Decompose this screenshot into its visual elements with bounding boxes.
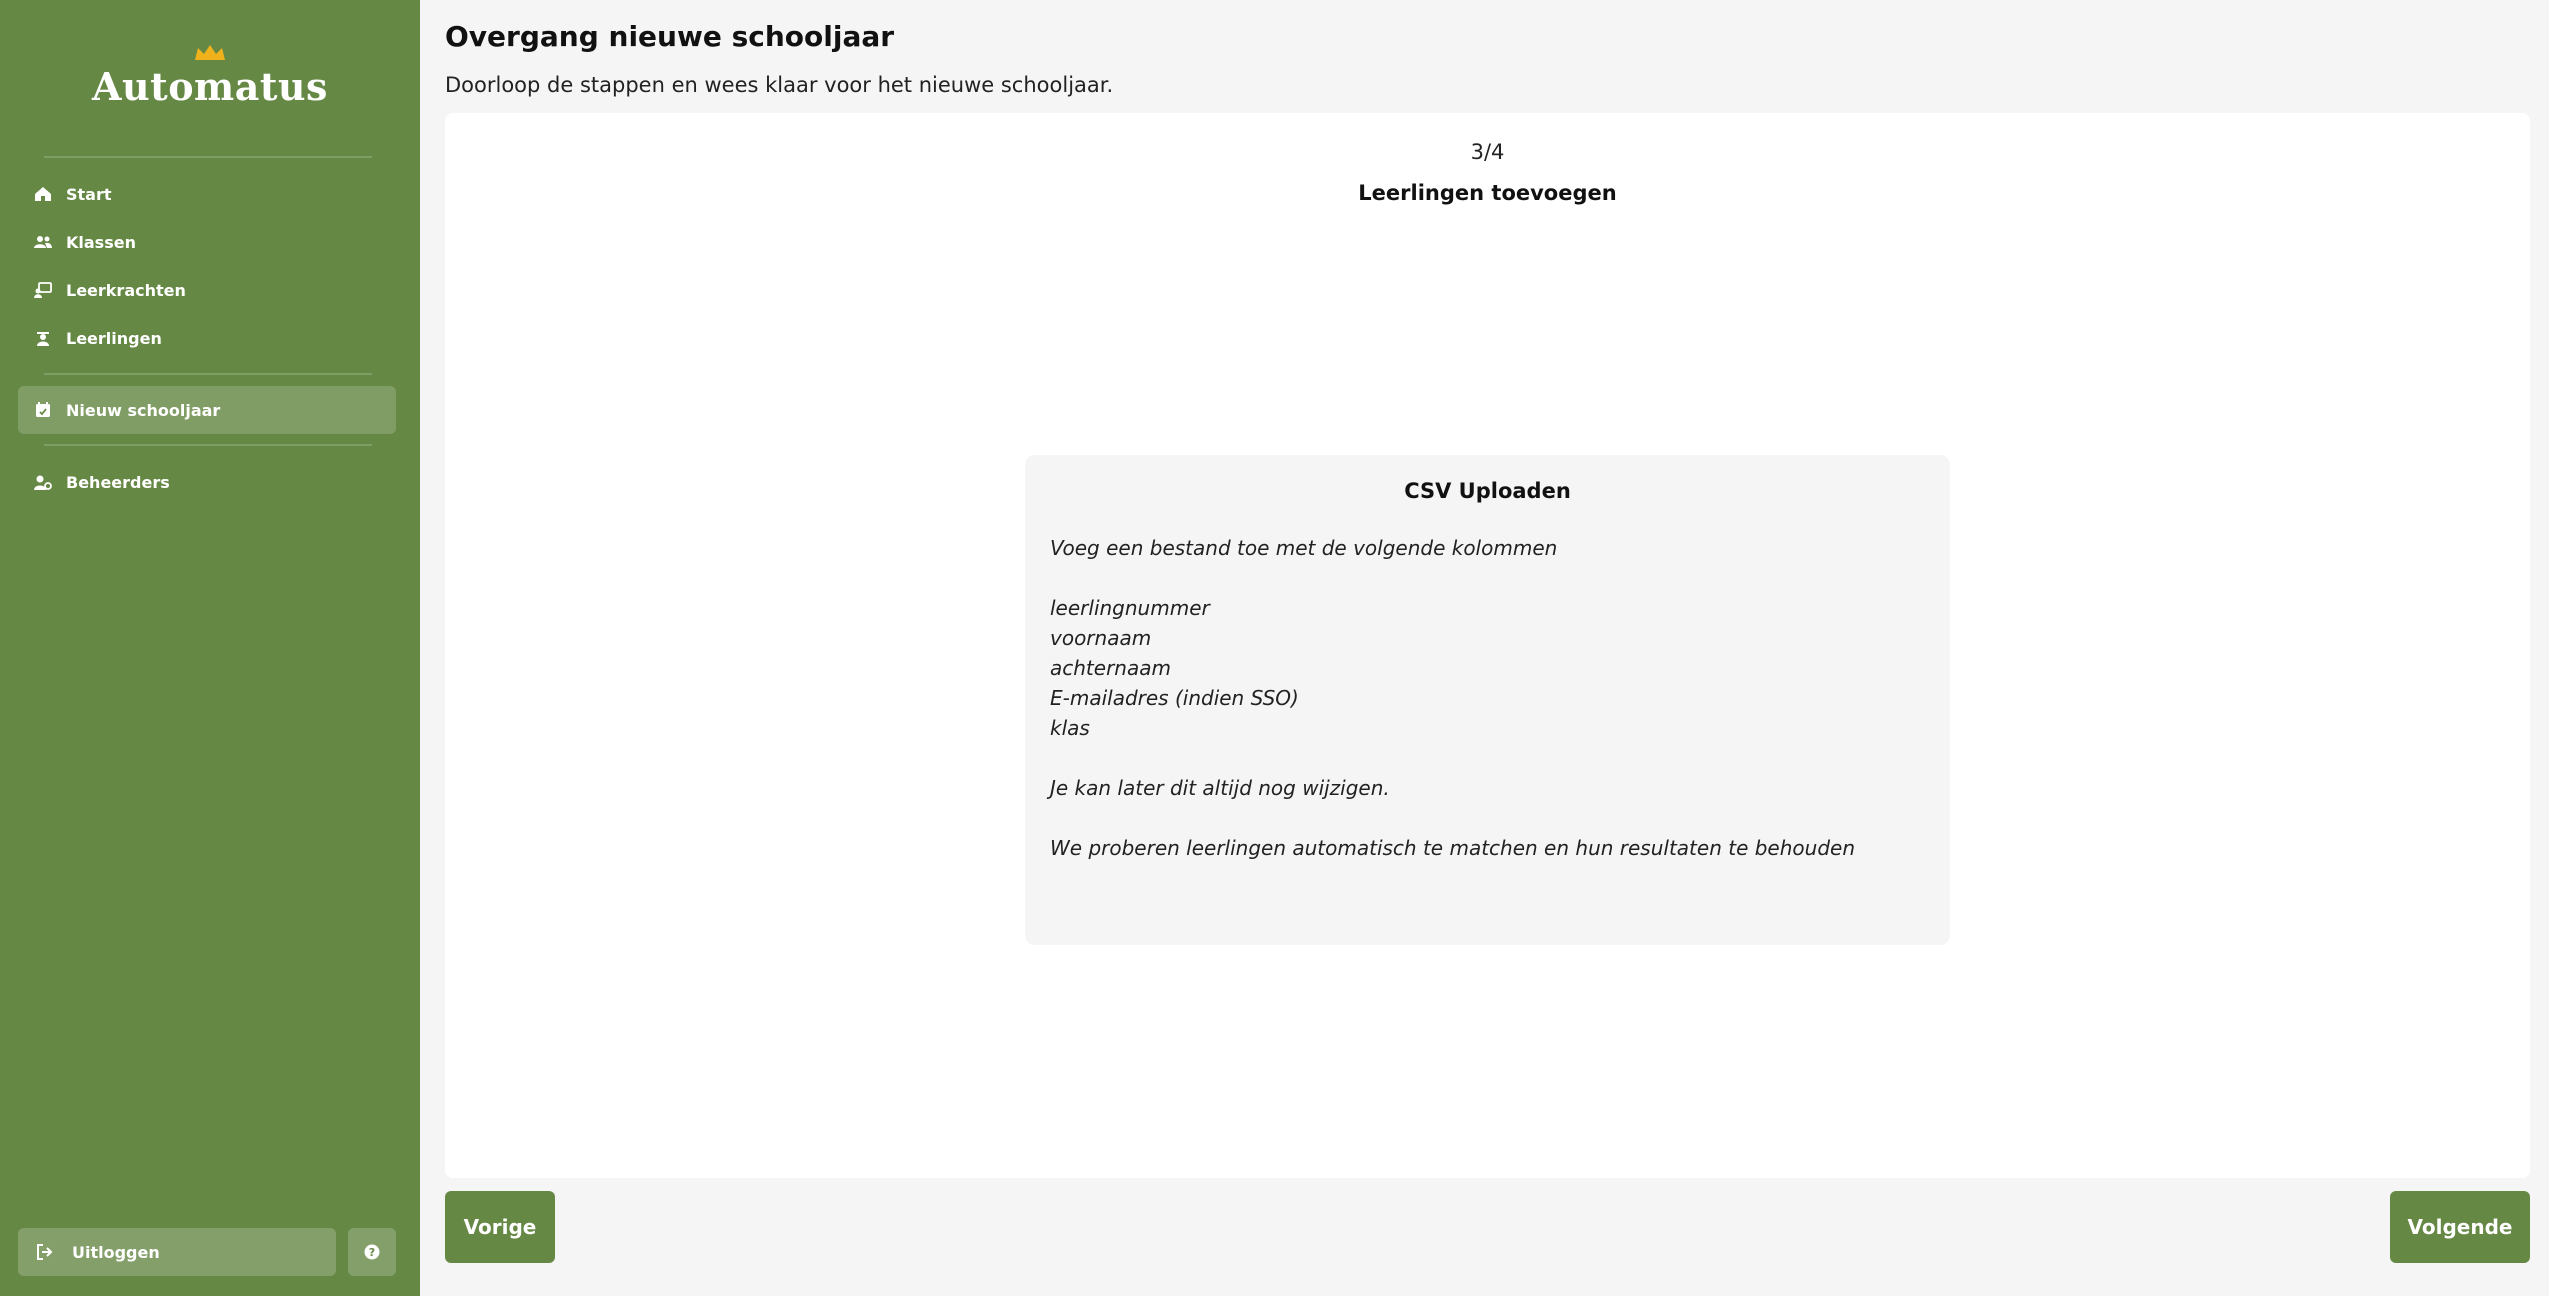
page-title: Overgang nieuwe schooljaar [445,20,895,53]
sidebar-item-label: Klassen [66,232,136,252]
upload-match-note: We proberen leerlingen automatisch te matchen en hun resultaten te behouden [1050,836,1855,860]
column-name: voornaam [1050,626,1152,650]
next-button[interactable]: Volgende [2390,1191,2530,1263]
crown-icon [193,44,227,62]
users-icon [34,233,52,251]
logo [0,44,420,109]
student-icon [34,329,52,347]
column-name: E-mailadres (indien SSO) [1050,686,1299,710]
column-name: achternaam [1050,656,1171,680]
sidebar-divider [44,156,372,158]
logout-button[interactable] [18,1228,336,1276]
upload-instructions [1050,533,1930,863]
sidebar-item-label: Beheerders [66,472,170,492]
step-counter: 3/4 [1470,140,1505,164]
sidebar-item-leerkrachten[interactable] [18,266,396,314]
sidebar-item-label: Nieuw schooljaar [66,400,221,420]
upload-title: CSV Uploaden [1404,479,1571,503]
csv-upload-dropzone[interactable] [1025,455,1950,945]
home-icon [34,185,52,203]
user-gear-icon [34,473,52,491]
sign-out-icon [36,1243,54,1261]
svg-text:?: ? [368,1246,376,1259]
upload-intro: Voeg een bestand toe met de volgende kolommen [1050,536,1558,560]
sidebar-item-leerlingen[interactable] [18,314,396,362]
question-circle-icon [364,1244,380,1260]
sidebar [0,0,420,1296]
teacher-icon [34,281,52,299]
sidebar-item-klassen[interactable] [18,218,396,266]
upload-note: Je kan later dit altijd nog wijzigen. [1050,776,1390,800]
sidebar-item-label: Leerlingen [66,328,162,348]
sidebar-item-start[interactable] [18,170,396,218]
sidebar-divider [44,444,372,446]
step-title: Leerlingen toevoegen [1358,181,1617,205]
sidebar-item-beheerders[interactable] [18,458,396,506]
sidebar-item-label: Start [66,184,112,204]
column-name: klas [1050,716,1090,740]
logout-label: Uitloggen [72,1242,160,1262]
column-name: leerlingnummer [1050,596,1210,620]
calendar-icon [34,401,52,419]
page-subtitle: Doorloop de stappen en wees klaar voor het nieuwe schooljaar. [445,73,1114,97]
previous-button[interactable]: Vorige [445,1191,555,1263]
sidebar-divider [44,373,372,375]
sidebar-item-nieuw-schooljaar[interactable] [18,386,396,434]
help-button[interactable] [348,1228,396,1276]
sidebar-item-label: Leerkrachten [66,280,186,300]
logo-text: Automatus [92,64,328,109]
